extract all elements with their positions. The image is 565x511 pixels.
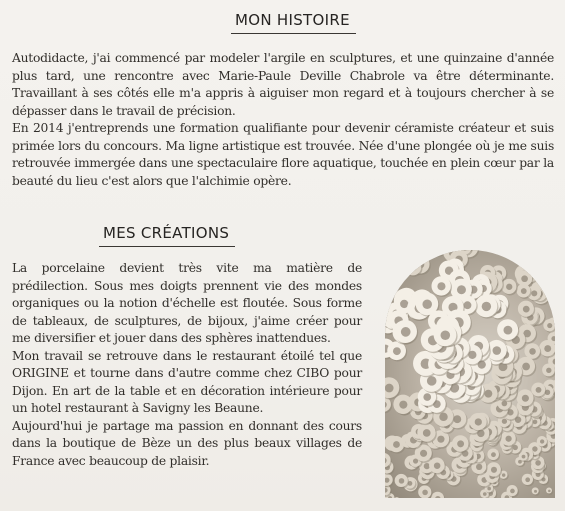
coral-ring-shadow [535, 255, 550, 270]
coral-ring-hole [491, 467, 497, 473]
coral-ring-hole [441, 331, 451, 341]
coral-ring-hole [387, 267, 395, 275]
coral-ring [544, 260, 555, 271]
coral-ring [385, 262, 400, 280]
coral-ring [385, 274, 397, 290]
coral-ring-hole [414, 251, 421, 258]
coral-ring [551, 260, 555, 272]
coral-ring [404, 258, 421, 275]
coral-ring-hole [536, 387, 542, 393]
section-title-creations [103, 224, 229, 242]
coral-ring-shadow [523, 253, 536, 266]
coral-ring-hole [531, 290, 537, 296]
coral-ring [536, 254, 551, 269]
creations-paragraph: Mon travail se retrouve dans le restaurant étoilé tel que ORIGINE et tourne dans d'autre comme chez CIBO pour Dijon. En art de la table et en décoration intérieure pour un hotel restaurant à Savigny les Beaune. [12, 348, 362, 415]
coral-ring [552, 252, 555, 262]
coral-ring-hole [502, 419, 507, 424]
coral-ring-hole [401, 327, 411, 337]
coral-ring-hole [401, 261, 407, 267]
coral-ring-hole [541, 258, 547, 264]
coral-ring-shadow [391, 255, 408, 272]
coral-ring-hole [504, 326, 513, 335]
coral-ring-hole [435, 250, 441, 251]
coral-ring-shadow [398, 258, 413, 273]
coral-ring-hole [540, 439, 544, 443]
coral-ring-hole [407, 257, 414, 264]
coral-ring-hole [393, 347, 401, 355]
creations-paragraph: Aujourd'hui je partage ma passion en donnant des cours dans la boutique de Bèze un des plus beaux villages de France avec beaucoup de plaisir. [12, 418, 362, 468]
coral-ring-hole [423, 429, 431, 437]
coral-ring-hole [413, 458, 418, 463]
coral-ring-hole [522, 455, 526, 459]
coral-ring-hole [439, 413, 447, 421]
coral-ring [390, 253, 407, 270]
coral-ring-hole [484, 390, 492, 398]
coral-ring-hole [535, 460, 541, 466]
coral-ring-shadow [385, 275, 399, 291]
coral-ring-hole [395, 259, 402, 266]
coral-ring-hole [437, 436, 444, 443]
coral-ring [544, 250, 555, 260]
coral-ring-hole [532, 446, 537, 451]
coral-ring-hole [475, 418, 482, 425]
coral-ring-shadow [552, 262, 555, 274]
section-title-creations-text: MES CRÉATIONS [103, 224, 230, 242]
coral-ring-hole [422, 490, 428, 496]
coral-ring-shadow [553, 253, 555, 263]
coral-ring-shadow [396, 262, 411, 277]
coral-ring [397, 256, 412, 271]
coral-ring-hole [547, 323, 552, 328]
coral-ring [534, 253, 549, 268]
coral-ring-hole [491, 452, 496, 457]
coral-ring-hole [522, 363, 530, 371]
coral-ring-hole [506, 284, 512, 290]
coral-ring-hole [453, 415, 461, 423]
coral-ring-hole [457, 285, 466, 294]
coral-ring-hole [526, 256, 531, 261]
coral-ring-hole [414, 250, 421, 257]
story-paragraph: En 2014 j'entreprends une formation qualifiante pour devenir céramiste créateur et suis primée lors du concours. Ma ligne artistique est trouvée. Née d'une plongée où je me suis retrouvée immergée dans une spectaculaire flore aquatique, touchée en plein cœur par la beauté du lieu c'est alors que l'alchimie opère. [12, 121, 554, 188]
coral-ring-hole [529, 348, 536, 355]
coral-ring-hole [483, 492, 487, 496]
creations-text-block [12, 260, 362, 470]
coral-ring-shadow [545, 250, 555, 262]
porcelain-coral-illustration [385, 250, 555, 498]
coral-ring [522, 251, 535, 264]
coral-ring-shadow [410, 250, 428, 263]
coral-ring-hole [521, 275, 528, 282]
coral-ring-hole [464, 301, 472, 309]
coral-ring-hole [502, 473, 505, 476]
coral-ring-shadow [545, 261, 555, 272]
coral-ring-hole [533, 272, 540, 279]
coral-ring-shadow [537, 255, 552, 270]
coral-ring-hole [487, 487, 491, 491]
coral-ring [536, 255, 549, 268]
coral-ring-hole [457, 440, 464, 447]
coral-ring-hole [534, 490, 537, 493]
coral-ring-hole [493, 346, 502, 355]
coral-ring-hole [510, 489, 515, 494]
creations-paragraph: La porcelaine devient très vite ma matière de prédilection. Sous mes doigts prennent vie des mondes organiques ou la notion d'échelle est floutée. Sous forme de tableaux, de sculptures, de bijoux, j'aime créer pour me diversifier et jouer dans des sphères inattendues. [12, 261, 362, 345]
coral-ring-hole [546, 368, 551, 373]
coral-ring-hole [427, 376, 437, 386]
story-text-block [12, 50, 554, 190]
coral-ring-shadow [540, 250, 550, 254]
coral-ring [409, 250, 426, 263]
coral-ring-hole [476, 464, 482, 470]
title-underline [99, 246, 235, 248]
coral-ring-shadow [537, 256, 550, 269]
coral-ring-hole [505, 436, 511, 442]
coral-ring-hole [523, 306, 530, 313]
coral-ring-hole [525, 477, 530, 482]
coral-ring-hole [399, 266, 405, 272]
coral-ring-hole [386, 279, 393, 286]
coral-ring-hole [544, 345, 551, 352]
coral-ring-hole [548, 490, 551, 493]
coral-ring-shadow [385, 263, 401, 281]
coral-ring-hole [540, 259, 545, 264]
section-title-histoire-text: MON HISTOIRE [235, 11, 350, 29]
coral-ring-hole [522, 395, 529, 402]
coral-ring-hole [420, 450, 427, 457]
coral-ring-hole [521, 288, 527, 294]
title-underline [231, 33, 356, 35]
coral-ring [539, 250, 549, 253]
coral-ring-hole [399, 401, 407, 409]
coral-ring-hole [548, 251, 554, 257]
coral-ring-hole [423, 393, 431, 401]
coral-ring-hole [410, 264, 417, 271]
coral-ring-hole [422, 300, 432, 310]
story-paragraph: Autodidacte, j'ai commencé par modeler l'argile en sculptures, et une quinzaine d'année plus tard, une rencontre avec Marie-Paule Deville Chabrole va être déterminante. Travaillant à ses côtés elle m'a appris à aiguiser mon regard et à toujours chercher à se dépasser dans le travail de précision. [12, 51, 554, 118]
coral-ring [408, 250, 426, 262]
coral-ring-hole [534, 274, 540, 280]
coral-ring-hole [399, 478, 405, 484]
coral-ring [401, 252, 419, 270]
coral-ring-hole [539, 258, 545, 264]
coral-ring-hole [482, 302, 491, 311]
coral-ring-hole [385, 384, 394, 393]
coral-ring-hole [393, 441, 400, 448]
porcelain-coral-image [385, 250, 555, 498]
section-title-histoire [235, 11, 350, 29]
coral-ring-hole [424, 463, 430, 469]
coral-ring-hole [437, 282, 445, 290]
coral-ring-hole [434, 462, 441, 469]
coral-ring-hole [548, 264, 553, 269]
coral-ring [394, 261, 409, 276]
